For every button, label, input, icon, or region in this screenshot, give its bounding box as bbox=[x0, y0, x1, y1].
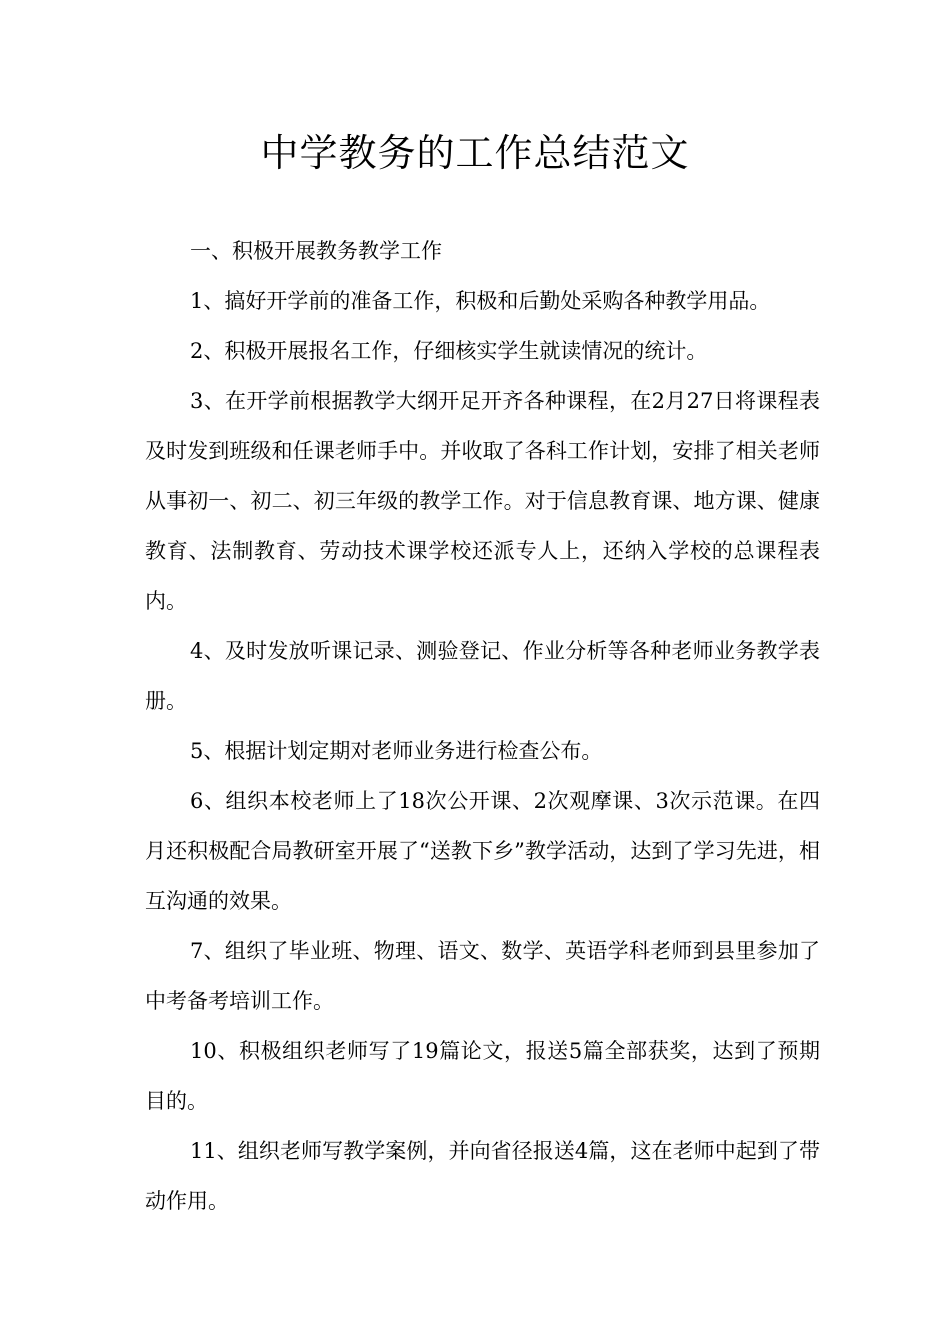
document-body bbox=[145, 226, 820, 1226]
paragraph-item-3: 3、在开学前根据教学大纲开足开齐各种课程，在2月27日将课程表及时发到班级和任课老师手中。并收取了各科工作计划，安排了相关老师从事初一、初二、初三年级的教学工作。对于信息教育课、地方课、健康教育、法制教育、劳动技术课学校还派专人上，还纳入学校的总课程表内。 bbox=[145, 389, 820, 613]
document-title: 中学教务的工作总结范文 bbox=[260, 131, 690, 175]
paragraph-item-10: 10、积极组织老师写了19篇论文，报送5篇全部获奖，达到了预期目的。 bbox=[145, 1039, 820, 1113]
paragraph-item-7: 7、组织了毕业班、物理、语文、数学、英语学科老师到县里参加了中考备考培训工作。 bbox=[145, 939, 820, 1013]
paragraph-item-1: 1、搞好开学前的准备工作，积极和后勤处采购各种教学用品。 bbox=[190, 289, 771, 313]
paragraph-item-5: 5、根据计划定期对老师业务进行检查公布。 bbox=[190, 739, 603, 763]
section-heading: 一、积极开展教务教学工作 bbox=[190, 239, 442, 263]
paragraph-item-11: 11、组织老师写教学案例，并向省径报送4篇，这在老师中起到了带动作用。 bbox=[145, 1139, 820, 1213]
paragraph-item-4: 4、及时发放听课记录、测验登记、作业分析等各种老师业务教学表册。 bbox=[145, 639, 820, 713]
paragraph-item-2: 2、积极开展报名工作，仔细核实学生就读情况的统计。 bbox=[190, 339, 708, 363]
paragraph-item-6: 6、组织本校老师上了18次公开课、2次观摩课、3次示范课。在四月还积极配合局教研室开展了“送教下乡”教学活动，达到了学习先进，相互沟通的效果。 bbox=[145, 789, 820, 913]
